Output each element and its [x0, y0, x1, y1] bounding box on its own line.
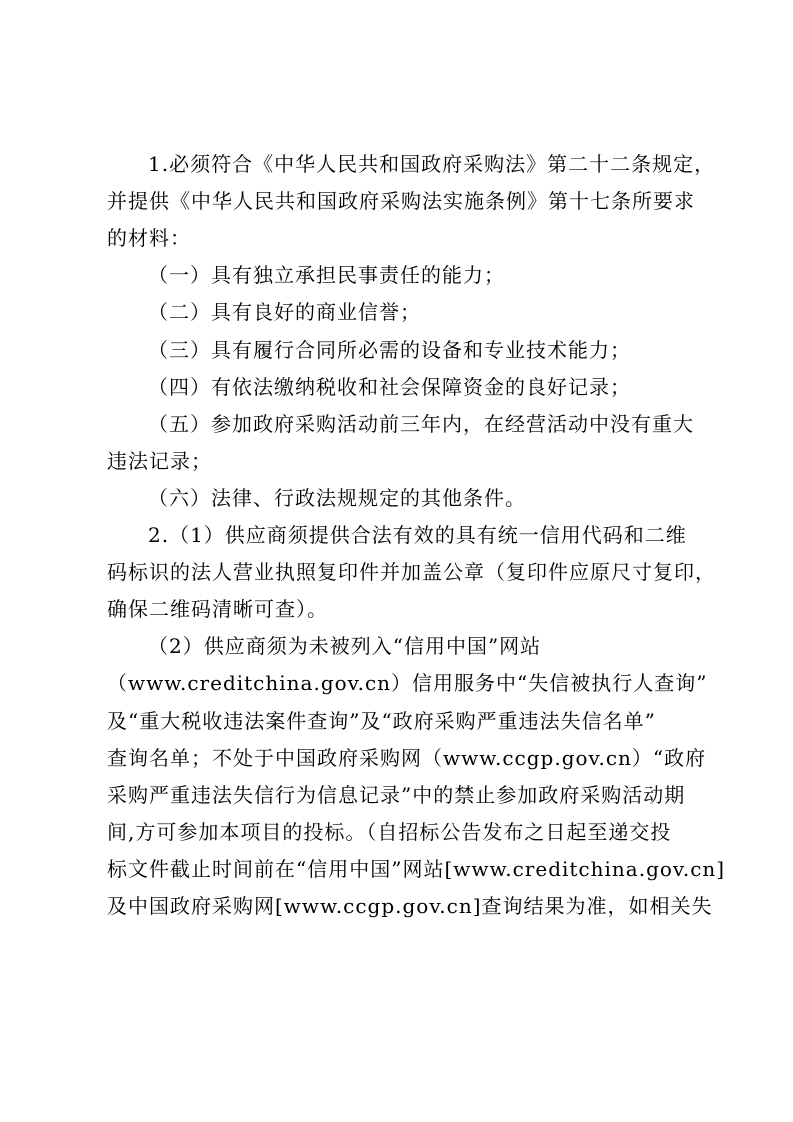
text-line-7: （四）有依法缴纳税收和社会保障资金的良好记录；	[148, 375, 631, 399]
text-line-4: （一）具有独立承担民事责任的能力；	[148, 263, 505, 287]
text-line-8: （五）参加政府采购活动前三年内，在经营活动中没有重大	[148, 412, 694, 436]
text-line-20: 标文件截止时间前在“信用中国”网站[www.creditchina.gov.cn]	[107, 857, 726, 881]
text-line-13: 确保二维码清晰可查）。	[107, 597, 328, 621]
text-line-1: 1.必须符合《中华人民共和国政府采购法》第二十二条规定，	[148, 152, 716, 176]
text-line-11: 2.（1）供应商须提供合法有效的具有统一信用代码和二维	[148, 523, 687, 547]
text-line-6: （三）具有履行合同所必需的设备和专业技术能力；	[148, 338, 631, 362]
text-line-19: 间,方可参加本项目的投标。（自招标公告发布之日起至递交投	[107, 820, 672, 844]
text-line-2: 并提供《中华人民共和国政府采购法实施条例》第十七条所要求	[107, 189, 695, 213]
text-line-10: （六）法律、行政法规规定的其他条件。	[148, 486, 526, 510]
text-line-15: （www.creditchina.gov.cn）信用服务中“失信被执行人查询”	[107, 671, 708, 695]
text-line-21: 及中国政府采购网[www.ccgp.gov.cn]查询结果为准，如相关失	[107, 894, 713, 918]
text-line-3: 的材料：	[107, 226, 191, 250]
text-line-16: 及“重大税收违法案件查询”及“政府采购严重违法失信名单”	[107, 709, 656, 733]
text-line-9: 违法记录；	[107, 449, 212, 473]
text-line-14: （2）供应商须为未被列入“信用中国”网站	[148, 634, 542, 658]
text-line-18: 采购严重违法失信行为信息记录”中的禁止参加政府采购活动期	[107, 783, 686, 807]
text-line-12: 码标识的法人营业执照复印件并加盖公章（复印件应原尺寸复印，	[107, 560, 716, 584]
text-line-5: （二）具有良好的商业信誉；	[148, 300, 421, 324]
text-line-17: 查询名单；不处于中国政府采购网（www.ccgp.gov.cn）“政府	[107, 746, 707, 770]
